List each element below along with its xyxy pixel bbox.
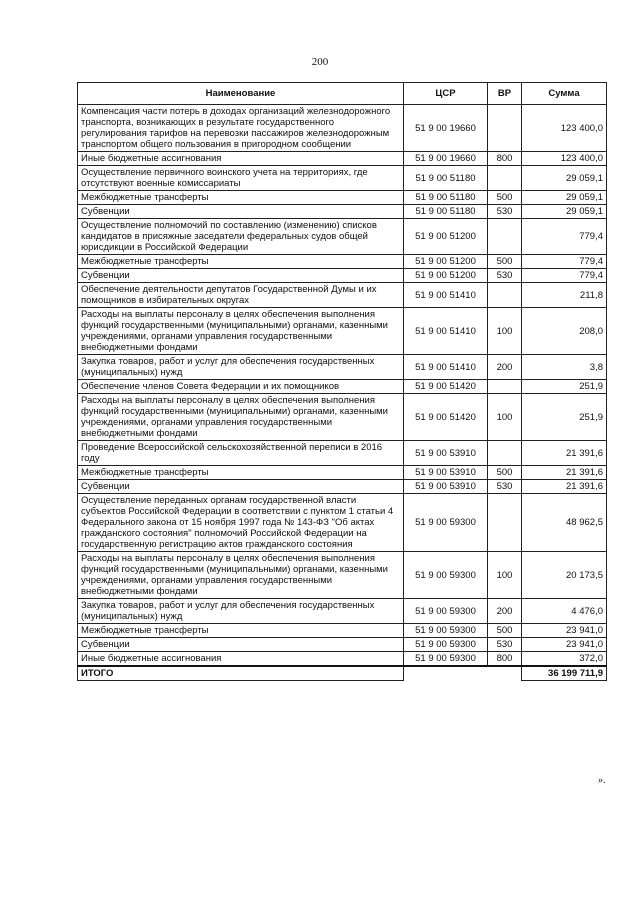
table-body [78, 105, 607, 667]
row-sum: 4 476,0 [522, 599, 607, 624]
table-row [78, 466, 607, 480]
table-header-row [78, 83, 607, 105]
row-sum: 211,8 [522, 283, 607, 308]
row-sum: 251,9 [522, 394, 607, 441]
table-row [78, 624, 607, 638]
row-csr: 51 9 00 51200 [404, 255, 488, 269]
row-csr: 51 9 00 51180 [404, 191, 488, 205]
row-csr: 51 9 00 19660 [404, 105, 488, 152]
row-sum: 21 391,6 [522, 441, 607, 466]
row-csr: 51 9 00 51410 [404, 283, 488, 308]
page-number: 200 [311, 56, 329, 68]
row-sum: 23 941,0 [522, 638, 607, 652]
row-sum: 21 391,6 [522, 466, 607, 480]
row-csr: 51 9 00 53910 [404, 441, 488, 466]
row-vr: 800 [488, 652, 522, 667]
row-name: Расходы на выплаты персоналу в целях обеспечения выполнения функций государственными (муниципальными) органами, казенными учреждениями, органами управления государственными внебюджетными фондами [78, 308, 404, 355]
row-csr: 51 9 00 53910 [404, 480, 488, 494]
row-csr: 51 9 00 51420 [404, 380, 488, 394]
row-sum: 20 173,5 [522, 552, 607, 599]
row-csr: 51 9 00 51180 [404, 205, 488, 219]
row-sum: 29 059,1 [522, 166, 607, 191]
row-name: Расходы на выплаты персоналу в целях обеспечения выполнения функций государственными (муниципальными) органами, казенными учреждениями, органами управления государственными внебюджетными фондами [78, 552, 404, 599]
row-csr: 51 9 00 19660 [404, 152, 488, 166]
header-csr: ЦСР [404, 83, 488, 105]
table-row [78, 152, 607, 166]
header-sum: Сумма [522, 83, 607, 105]
total-csr-empty [404, 666, 488, 681]
row-sum: 23 941,0 [522, 624, 607, 638]
header-name: Наименование [78, 83, 404, 105]
table-row [78, 191, 607, 205]
table-row [78, 308, 607, 355]
table-row [78, 494, 607, 552]
table-row [78, 638, 607, 652]
row-vr: 500 [488, 255, 522, 269]
row-name: Межбюджетные трансферты [78, 255, 404, 269]
row-sum: 48 962,5 [522, 494, 607, 552]
row-vr: 800 [488, 152, 522, 166]
row-name: Обеспечение деятельности депутатов Государственной Думы и их помощников в избирательных округах [78, 283, 404, 308]
row-name: Субвенции [78, 269, 404, 283]
row-vr [488, 166, 522, 191]
row-csr: 51 9 00 51410 [404, 355, 488, 380]
row-name: Межбюджетные трансферты [78, 624, 404, 638]
table-row [78, 166, 607, 191]
row-name: Осуществление полномочий по составлению (изменению) списков кандидатов в присяжные заседатели федеральных судов общей юрисдикции в Российской Федерации [78, 219, 404, 255]
row-vr [488, 441, 522, 466]
row-vr: 200 [488, 355, 522, 380]
row-name: Обеспечение членов Совета Федерации и их помощников [78, 380, 404, 394]
row-sum: 779,4 [522, 219, 607, 255]
row-name: Субвенции [78, 205, 404, 219]
table-row [78, 380, 607, 394]
row-vr: 100 [488, 394, 522, 441]
table-row [78, 441, 607, 466]
row-name: Закупка товаров, работ и услуг для обеспечения государственных (муниципальных) нужд [78, 599, 404, 624]
row-name: Осуществление переданных органам государственной власти субъектов Российской Федерации в соответствии с пунктом 1 статьи 4 Федерального закона от 15 ноября 1997 года № 143-ФЗ "Об актах гражданского состояния" полномочий Российской Федерации на государственную регистрацию актов гражданского состояния [78, 494, 404, 552]
table-row [78, 219, 607, 255]
total-sum: 36 199 711,9 [522, 666, 607, 681]
row-sum: 29 059,1 [522, 205, 607, 219]
row-vr [488, 283, 522, 308]
table-row [78, 355, 607, 380]
row-vr: 500 [488, 624, 522, 638]
table-row [78, 652, 607, 667]
table-row [78, 255, 607, 269]
row-vr [488, 105, 522, 152]
table-row [78, 394, 607, 441]
row-name: Субвенции [78, 480, 404, 494]
row-name: Расходы на выплаты персоналу в целях обеспечения выполнения функций государственными (муниципальными) органами, казенными учреждениями, органами управления государственными внебюджетными фондами [78, 394, 404, 441]
row-vr: 100 [488, 552, 522, 599]
row-name: Иные бюджетные ассигнования [78, 652, 404, 667]
table-row [78, 480, 607, 494]
row-csr: 51 9 00 59300 [404, 624, 488, 638]
header-vr: ВР [488, 83, 522, 105]
row-csr: 51 9 00 59300 [404, 552, 488, 599]
row-csr: 51 9 00 51180 [404, 166, 488, 191]
end-mark: ». [598, 775, 606, 786]
row-vr: 200 [488, 599, 522, 624]
row-sum: 251,9 [522, 380, 607, 394]
row-name: Межбюджетные трансферты [78, 191, 404, 205]
row-name: Осуществление первичного воинского учета на территориях, где отсутствуют военные комиссариаты [78, 166, 404, 191]
total-row [78, 666, 607, 681]
row-name: Проведение Всероссийской сельскохозяйственной переписи в 2016 году [78, 441, 404, 466]
row-csr: 51 9 00 59300 [404, 599, 488, 624]
table-row [78, 105, 607, 152]
row-vr: 530 [488, 205, 522, 219]
row-vr: 500 [488, 466, 522, 480]
row-sum: 208,0 [522, 308, 607, 355]
row-vr: 500 [488, 191, 522, 205]
table-row [78, 552, 607, 599]
row-vr: 530 [488, 638, 522, 652]
row-csr: 51 9 00 59300 [404, 652, 488, 667]
row-csr: 51 9 00 51200 [404, 219, 488, 255]
row-vr [488, 494, 522, 552]
row-name: Межбюджетные трансферты [78, 466, 404, 480]
row-csr: 51 9 00 51420 [404, 394, 488, 441]
row-vr [488, 219, 522, 255]
total-vr-empty [488, 666, 522, 681]
row-csr: 51 9 00 51410 [404, 308, 488, 355]
total-label: ИТОГО [78, 666, 404, 681]
row-vr [488, 380, 522, 394]
row-sum: 372,0 [522, 652, 607, 667]
row-name: Субвенции [78, 638, 404, 652]
row-csr: 51 9 00 59300 [404, 638, 488, 652]
row-vr: 530 [488, 269, 522, 283]
row-csr: 51 9 00 53910 [404, 466, 488, 480]
row-name: Компенсация части потерь в доходах организаций железнодорожного транспорта, возникающих в результате государственного регулирования тарифов на перевозки пассажиров железнодорожным транспортом общего пользования в пригородном сообщении [78, 105, 404, 152]
row-sum: 779,4 [522, 255, 607, 269]
row-name: Иные бюджетные ассигнования [78, 152, 404, 166]
row-vr: 100 [488, 308, 522, 355]
row-sum: 3,8 [522, 355, 607, 380]
row-sum: 29 059,1 [522, 191, 607, 205]
row-sum: 123 400,0 [522, 105, 607, 152]
table-row [78, 269, 607, 283]
table-row [78, 283, 607, 308]
row-sum: 779,4 [522, 269, 607, 283]
budget-table [77, 82, 607, 681]
row-sum: 21 391,6 [522, 480, 607, 494]
row-csr: 51 9 00 59300 [404, 494, 488, 552]
row-sum: 123 400,0 [522, 152, 607, 166]
row-vr: 530 [488, 480, 522, 494]
row-name: Закупка товаров, работ и услуг для обеспечения государственных (муниципальных) нужд [78, 355, 404, 380]
table-row [78, 599, 607, 624]
table-row [78, 205, 607, 219]
row-csr: 51 9 00 51200 [404, 269, 488, 283]
